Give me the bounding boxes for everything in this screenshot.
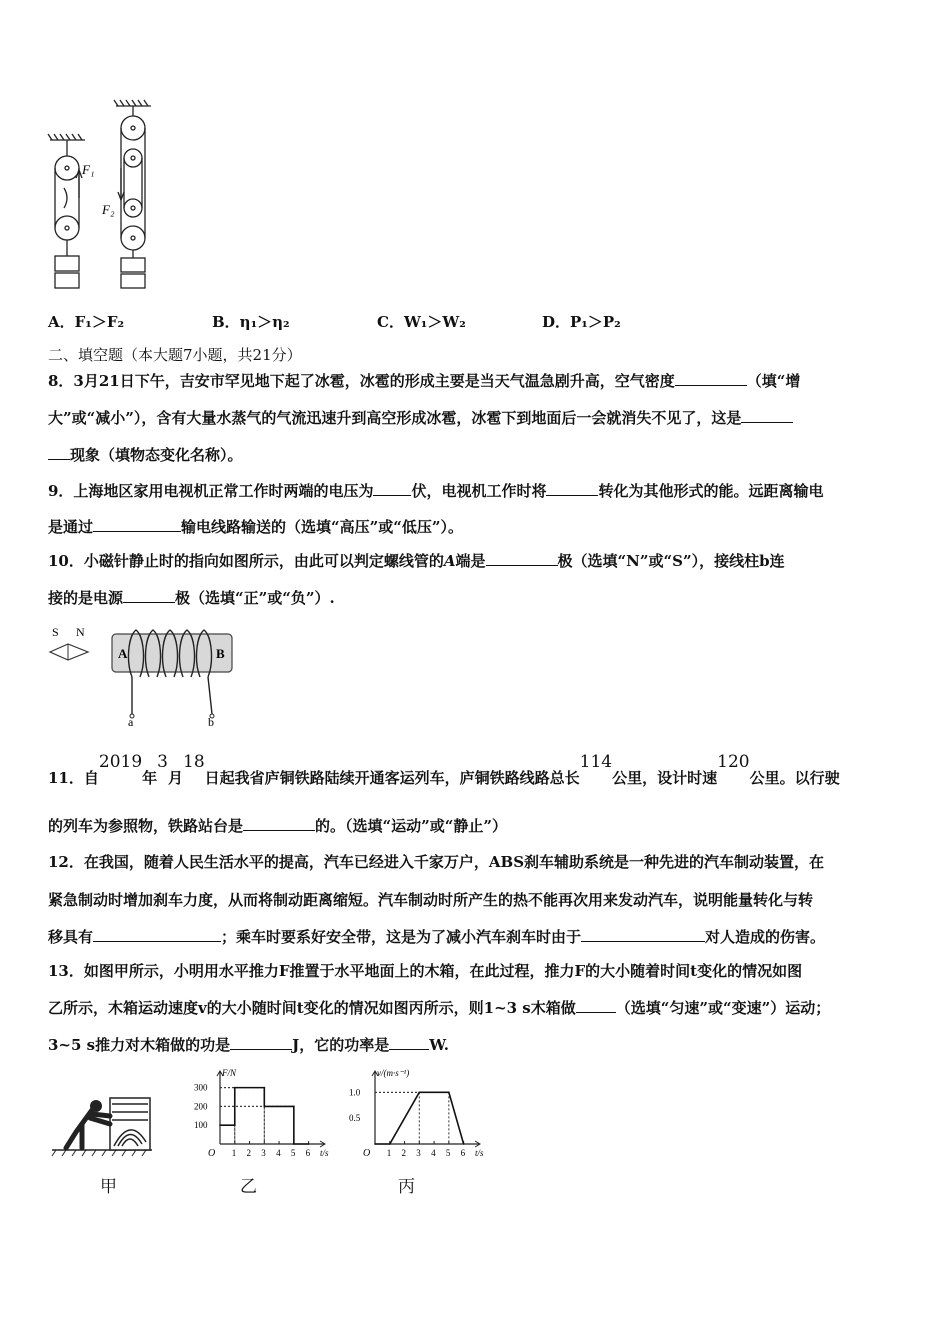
q8-line2: 大”或“减小”），含有大量水蒸气的气流迅速升到高空形成冰雹，冰雹下到地面后一会就消失不见了，这是 bbox=[48, 408, 793, 428]
x-tick-label: 2 bbox=[401, 1148, 407, 1158]
pushing-box-figure bbox=[52, 1088, 162, 1158]
q13-line2: 乙所示，木箱运动速度v的大小随时间t变化的情况如图丙所示，则1~3 s木箱做 （选填“匀速”或“变速”）运动； bbox=[48, 999, 831, 1017]
y-tick-label: 0.5 bbox=[349, 1113, 361, 1124]
data-point bbox=[389, 1143, 391, 1145]
data-point bbox=[463, 1143, 465, 1145]
y-axis-label: v/(m·s⁻¹) bbox=[377, 1068, 410, 1078]
x-tick-label: 1 bbox=[231, 1148, 237, 1158]
q9-line1: 9．上海地区家用电视机正常工作时两端的电压为 伏，电视机工作时将 转化为其他形式的能。远距离输电 bbox=[48, 482, 824, 500]
data-point bbox=[264, 1087, 266, 1089]
x-tick-label: 4 bbox=[276, 1148, 281, 1158]
data-point bbox=[293, 1143, 295, 1145]
x-axis-label: t/s bbox=[320, 1148, 329, 1158]
data-point bbox=[308, 1143, 310, 1145]
x-axis-label: t/s bbox=[475, 1148, 484, 1158]
x-tick-label: 6 bbox=[305, 1148, 311, 1158]
solenoid-figure bbox=[46, 622, 246, 727]
x-tick-label: 3 bbox=[261, 1148, 266, 1158]
f2-label: F₂ bbox=[102, 202, 115, 217]
q10-line2: 接的是电源 极（选填“正”或“负”）. bbox=[48, 589, 335, 607]
x-tick-label: 6 bbox=[460, 1148, 466, 1158]
y-tick-label: 200 bbox=[194, 1101, 208, 1112]
needle-s-label: S bbox=[52, 625, 59, 639]
force-time-chart bbox=[190, 1068, 330, 1158]
q10-line1: 10．小磁针静止时的指向如图所示，由此可以判定螺线管的A端是 极（选填“N”或“S”），接线柱b连 bbox=[48, 552, 785, 570]
x-tick-label: 4 bbox=[431, 1148, 436, 1158]
pulley-figure bbox=[40, 98, 170, 298]
caption-yi: 乙 bbox=[240, 1177, 257, 1197]
data-point bbox=[293, 1106, 295, 1108]
data-point bbox=[234, 1087, 236, 1089]
y-tick-label: 100 bbox=[194, 1120, 208, 1131]
choice-a: A．F₁＞F₂ bbox=[48, 313, 125, 331]
q13-line1: 13．如图甲所示，小明用水平推力F推置于水平地面上的木箱，在此过程，推力F的大小随着时间t变化的情况如图 bbox=[48, 962, 803, 980]
origin-label: O bbox=[363, 1148, 371, 1159]
x-tick-label: 3 bbox=[416, 1148, 421, 1158]
data-point bbox=[234, 1124, 236, 1126]
q11-line2: 的列车为参照物，铁路站台是 的。（选填“运动”或“静止”） bbox=[48, 817, 508, 835]
x-tick-label: 1 bbox=[386, 1148, 392, 1158]
terminal-a: a bbox=[128, 715, 134, 729]
choice-b: B．η₁＞η₂ bbox=[212, 313, 290, 331]
data-point bbox=[264, 1106, 266, 1108]
f1-label: F₁ bbox=[82, 162, 95, 177]
solenoid-end-b: B bbox=[216, 646, 225, 661]
q12-line2: 紧急制动时增加刹车力度，从而将制动距离缩短。汽车制动时所产生的热不能再次用来发动汽车，说明能量转化与转 bbox=[48, 891, 814, 909]
x-tick-label: 2 bbox=[246, 1148, 252, 1158]
q12-line1: 12．在我国，随着人民生活水平的提高，汽车已经进入千家万户，ABS刹车辅助系统是一种先进的汽车制动装置，在 bbox=[48, 853, 825, 871]
q8-line1: 8．3月21日下午，吉安市罕见地下起了冰雹，冰雹的形成主要是当天气温急剧升高，空气密度 （填“增 bbox=[48, 372, 801, 390]
data-point bbox=[419, 1092, 421, 1094]
y-axis-label: F/N bbox=[222, 1068, 237, 1078]
y-tick-label: 1.0 bbox=[349, 1087, 361, 1098]
q13-line3: 3~5 s推力对木箱做的功是 J，它的功率是 W. bbox=[48, 1036, 449, 1054]
choice-c: C．W₁＞W₂ bbox=[377, 313, 466, 331]
magnetic-needle bbox=[50, 644, 88, 660]
origin-label: O bbox=[208, 1148, 216, 1159]
q8-line3: 现象（填物态变化名称）。 bbox=[48, 445, 243, 465]
data-point bbox=[448, 1092, 450, 1094]
q12-line3: 移具有 ；乘车时要系好安全带，这是为了减小汽车刹车时由于 对人造成的伤害。 bbox=[48, 928, 826, 946]
q9-line2: 是通过 输电线路输送的（选填“高压”或“低压”）。 bbox=[48, 518, 464, 536]
data-point bbox=[219, 1124, 221, 1126]
data-point bbox=[374, 1143, 376, 1145]
q11-line1: 11．自2019年3月18日起我省庐铜铁路陆续开通客运列车，庐铜铁路线路总长114公里，设计时速120公里。以行驶 bbox=[48, 752, 840, 787]
caption-bing: 丙 bbox=[398, 1177, 415, 1197]
x-tick-label: 5 bbox=[445, 1148, 451, 1158]
solenoid-end-a: A bbox=[118, 646, 128, 661]
caption-jia: 甲 bbox=[100, 1177, 117, 1197]
y-tick-label: 300 bbox=[194, 1082, 208, 1093]
terminal-b: b bbox=[208, 715, 214, 729]
choice-d: D．P₁＞P₂ bbox=[542, 313, 621, 331]
section-heading: 二、填空题（本大题7小题，共21分） bbox=[48, 346, 302, 364]
needle-n-label: N bbox=[76, 625, 85, 639]
velocity-time-chart bbox=[345, 1068, 485, 1158]
x-tick-label: 5 bbox=[290, 1148, 296, 1158]
